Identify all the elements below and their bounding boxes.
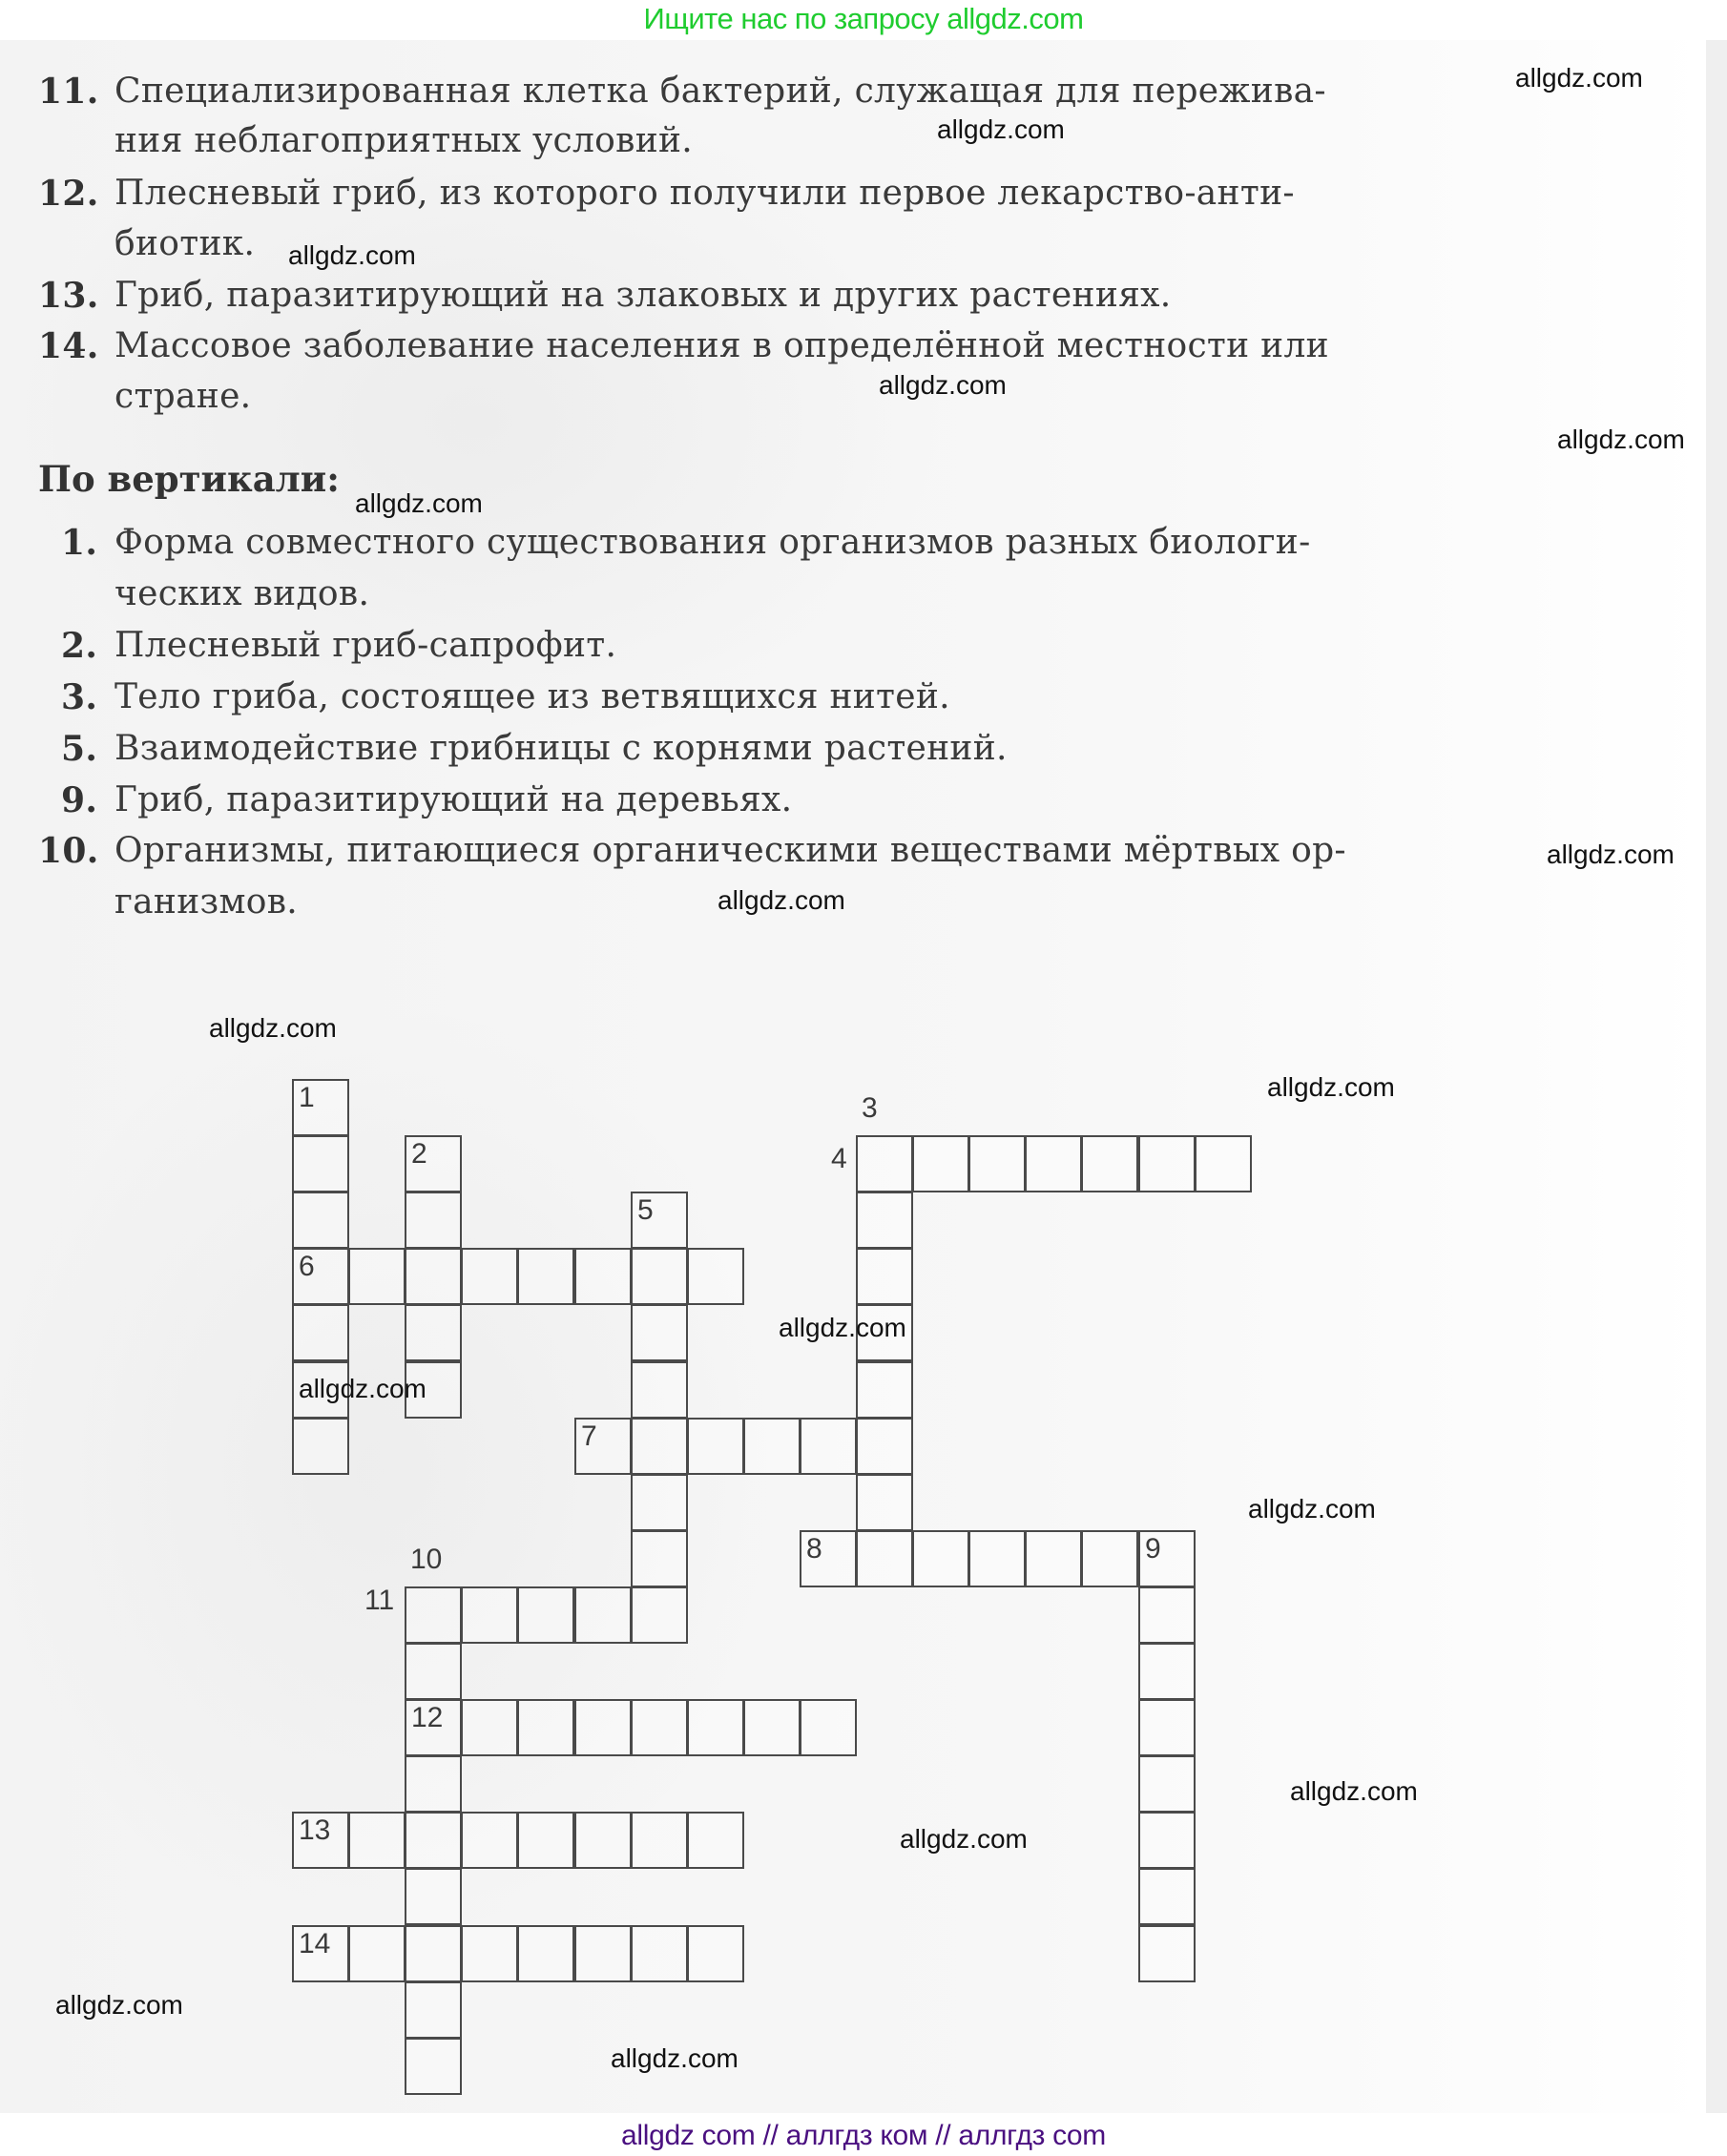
crossword-cell[interactable] (292, 1304, 349, 1361)
clue-number: 2. (61, 626, 98, 666)
crossword-cell[interactable] (631, 1530, 688, 1587)
clue-number: 1. (61, 523, 98, 563)
watermark-text: allgdz.com (779, 1313, 906, 1342)
crossword-cell[interactable] (405, 1643, 462, 1700)
watermark-text: allgdz.com (355, 488, 483, 518)
site-search-banner: Ищите нас по запросу allgdz.com (643, 2, 1084, 35)
crossword-cell[interactable] (856, 1135, 913, 1192)
clue-number: 10. (38, 831, 99, 871)
crossword-cell[interactable] (631, 1418, 688, 1475)
clue-number: 12. (38, 174, 99, 214)
crossword-cell[interactable] (574, 1248, 632, 1305)
crossword-cell[interactable] (1138, 1586, 1196, 1644)
clue-text: Форма совместного существования организмов разных биологи- (114, 523, 1311, 562)
clue-number: 9. (61, 780, 98, 820)
crossword-cell[interactable] (631, 1192, 688, 1249)
crossword-cell[interactable] (405, 1304, 462, 1361)
crossword-cell[interactable] (517, 1925, 574, 1982)
crossword-cell[interactable] (405, 1586, 462, 1644)
crossword-cell[interactable] (292, 1079, 349, 1136)
clue-text: Гриб, паразитирующий на злаковых и других растениях. (114, 276, 1172, 315)
crossword-cell[interactable] (574, 1925, 632, 1982)
crossword-cell[interactable] (405, 1981, 462, 2039)
watermark-text: allgdz.com (611, 2043, 739, 2073)
crossword-cell[interactable] (631, 1812, 688, 1869)
watermark-text: allgdz.com (55, 1990, 183, 2020)
footer-watermark: allgdz com // аллгдз ком // аллгдз com (621, 2120, 1106, 2151)
crossword-cell[interactable] (292, 1812, 349, 1869)
crossword-cell[interactable] (1138, 1755, 1196, 1813)
crossword-cell[interactable] (292, 1192, 349, 1249)
clue-text: Тело гриба, состоящее из ветвящихся нитей. (114, 677, 950, 716)
crossword-cell[interactable] (292, 1135, 349, 1192)
crossword-cell[interactable] (461, 1586, 518, 1644)
crossword-cell[interactable] (461, 1812, 518, 1869)
crossword-cell[interactable] (687, 1699, 744, 1756)
crossword-cell[interactable] (461, 1699, 518, 1756)
crossword-cell[interactable] (856, 1361, 913, 1419)
crossword-cell[interactable] (405, 1925, 462, 1982)
crossword-cell[interactable] (1195, 1135, 1252, 1192)
clue-text: биотик. (114, 224, 256, 263)
clue-number-label: 9 (1145, 1533, 1161, 1565)
watermark-text: allgdz.com (299, 1374, 427, 1403)
crossword-cell[interactable] (1138, 1643, 1196, 1700)
clue-number: 11. (38, 72, 99, 112)
watermark-text: allgdz.com (1547, 840, 1675, 869)
clue-number-label: 3 (862, 1092, 878, 1124)
watermark-text: allgdz.com (879, 370, 1007, 400)
watermark-text: allgdz.com (209, 1013, 337, 1043)
clue-text: ческих видов. (114, 574, 370, 613)
crossword-cell[interactable] (574, 1812, 632, 1869)
crossword-cell[interactable] (1025, 1135, 1082, 1192)
crossword-cell[interactable] (461, 1925, 518, 1982)
clue-number-label: 12 (411, 1702, 444, 1733)
crossword-cell[interactable] (1025, 1530, 1082, 1587)
crossword-cell[interactable] (574, 1699, 632, 1756)
crossword-cell[interactable] (1138, 1135, 1196, 1192)
watermark-text: allgdz.com (900, 1824, 1028, 1854)
crossword-cell[interactable] (856, 1474, 913, 1531)
crossword-cell[interactable] (687, 1248, 744, 1305)
watermark-text: allgdz.com (718, 885, 845, 915)
crossword-cell[interactable] (1138, 1530, 1196, 1587)
watermark-text: allgdz.com (937, 114, 1065, 144)
crossword-cell[interactable] (1138, 1868, 1196, 1925)
crossword-cell[interactable] (631, 1586, 688, 1644)
crossword-cell[interactable] (405, 1755, 462, 1813)
crossword-cell[interactable] (517, 1248, 574, 1305)
crossword-cell[interactable] (856, 1418, 913, 1475)
clue-number-label: 4 (831, 1143, 847, 1174)
clue-number: 3. (61, 677, 98, 717)
crossword-cell[interactable] (856, 1530, 913, 1587)
crossword-cell[interactable] (631, 1699, 688, 1756)
crossword-cell[interactable] (856, 1192, 913, 1249)
watermark-text: allgdz.com (1557, 425, 1685, 454)
crossword-cell[interactable] (800, 1699, 857, 1756)
crossword-cell[interactable] (405, 1192, 462, 1249)
clue-number-label: 13 (299, 1814, 331, 1846)
crossword-cell[interactable] (517, 1586, 574, 1644)
clue-number: 5. (61, 729, 98, 769)
clue-text: Специализированная клетка бактерий, служащая для пережива- (114, 72, 1326, 111)
crossword-cell[interactable] (912, 1530, 969, 1587)
crossword-cell[interactable] (405, 1699, 462, 1756)
crossword-cell[interactable] (348, 1925, 406, 1982)
watermark-text: allgdz.com (1248, 1494, 1376, 1524)
clue-text: Организмы, питающиеся органическими веществами мёртвых ор- (114, 831, 1346, 870)
watermark-text: allgdz.com (288, 240, 416, 270)
crossword-cell[interactable] (517, 1812, 574, 1869)
clue-number-label: 14 (299, 1928, 331, 1959)
clue-number-label: 11 (364, 1585, 395, 1616)
crossword-cell[interactable] (1138, 1699, 1196, 1756)
clue-text: Массовое заболевание населения в определённой местности или (114, 326, 1329, 365)
crossword-cell[interactable] (405, 1812, 462, 1869)
crossword-cell[interactable] (348, 1248, 406, 1305)
crossword-cell[interactable] (292, 1418, 349, 1475)
crossword-cell[interactable] (405, 2038, 462, 2095)
clue-number: 14. (38, 326, 99, 366)
crossword-cell[interactable] (631, 1925, 688, 1982)
vertical-clues-heading: По вертикали: (38, 458, 340, 500)
crossword-cell[interactable] (1081, 1135, 1138, 1192)
crossword-cell[interactable] (574, 1586, 632, 1644)
crossword-cell[interactable] (1081, 1530, 1138, 1587)
crossword-cell[interactable] (968, 1135, 1026, 1192)
crossword-cell[interactable] (743, 1699, 801, 1756)
clue-text: ганизмов. (114, 882, 299, 922)
crossword-cell[interactable] (631, 1361, 688, 1419)
crossword-cell[interactable] (800, 1418, 857, 1475)
clue-text: ния неблагоприятных условий. (114, 121, 694, 160)
clue-number-label: 1 (299, 1082, 315, 1113)
clue-number-label: 5 (637, 1194, 654, 1226)
crossword-cell[interactable] (517, 1699, 574, 1756)
crossword-cell[interactable] (348, 1812, 406, 1869)
crossword-cell[interactable] (1138, 1812, 1196, 1869)
crossword-cell[interactable] (631, 1304, 688, 1361)
crossword-cell[interactable] (631, 1474, 688, 1531)
page-edge (1706, 40, 1727, 2113)
crossword-cell[interactable] (687, 1925, 744, 1982)
crossword-cell[interactable] (631, 1248, 688, 1305)
crossword-cell[interactable] (912, 1135, 969, 1192)
clue-text: Плесневый гриб-сапрофит. (114, 626, 617, 665)
clue-text: Плесневый гриб, из которого получили первое лекарство-анти- (114, 174, 1295, 213)
clue-number-label: 10 (410, 1544, 443, 1575)
crossword-cell[interactable] (687, 1812, 744, 1869)
crossword-cell[interactable] (743, 1418, 801, 1475)
clue-text: Взаимодействие грибницы с корнями растений. (114, 729, 1008, 768)
clue-number-label: 8 (806, 1533, 822, 1565)
clue-text: Гриб, паразитирующий на деревьях. (114, 780, 793, 819)
watermark-text: allgdz.com (1290, 1776, 1418, 1806)
watermark-text: allgdz.com (1515, 63, 1643, 93)
crossword-cell[interactable] (405, 1248, 462, 1305)
crossword-cell[interactable] (405, 1868, 462, 1925)
crossword-cell[interactable] (574, 1418, 632, 1475)
crossword-cell[interactable] (968, 1530, 1026, 1587)
clue-number: 13. (38, 276, 99, 316)
crossword-cell[interactable] (405, 1135, 462, 1192)
clue-number-label: 7 (581, 1420, 597, 1452)
crossword-cell[interactable] (1138, 1925, 1196, 1982)
watermark-text: allgdz.com (1267, 1072, 1395, 1102)
clue-text: стране. (114, 377, 252, 416)
crossword-cell[interactable] (800, 1530, 857, 1587)
crossword-cell[interactable] (687, 1418, 744, 1475)
crossword-cell[interactable] (292, 1248, 349, 1305)
clue-number-label: 2 (411, 1138, 427, 1170)
crossword-cell[interactable] (292, 1925, 349, 1982)
crossword-cell[interactable] (461, 1248, 518, 1305)
crossword-cell[interactable] (856, 1248, 913, 1305)
clue-number-label: 6 (299, 1251, 315, 1282)
